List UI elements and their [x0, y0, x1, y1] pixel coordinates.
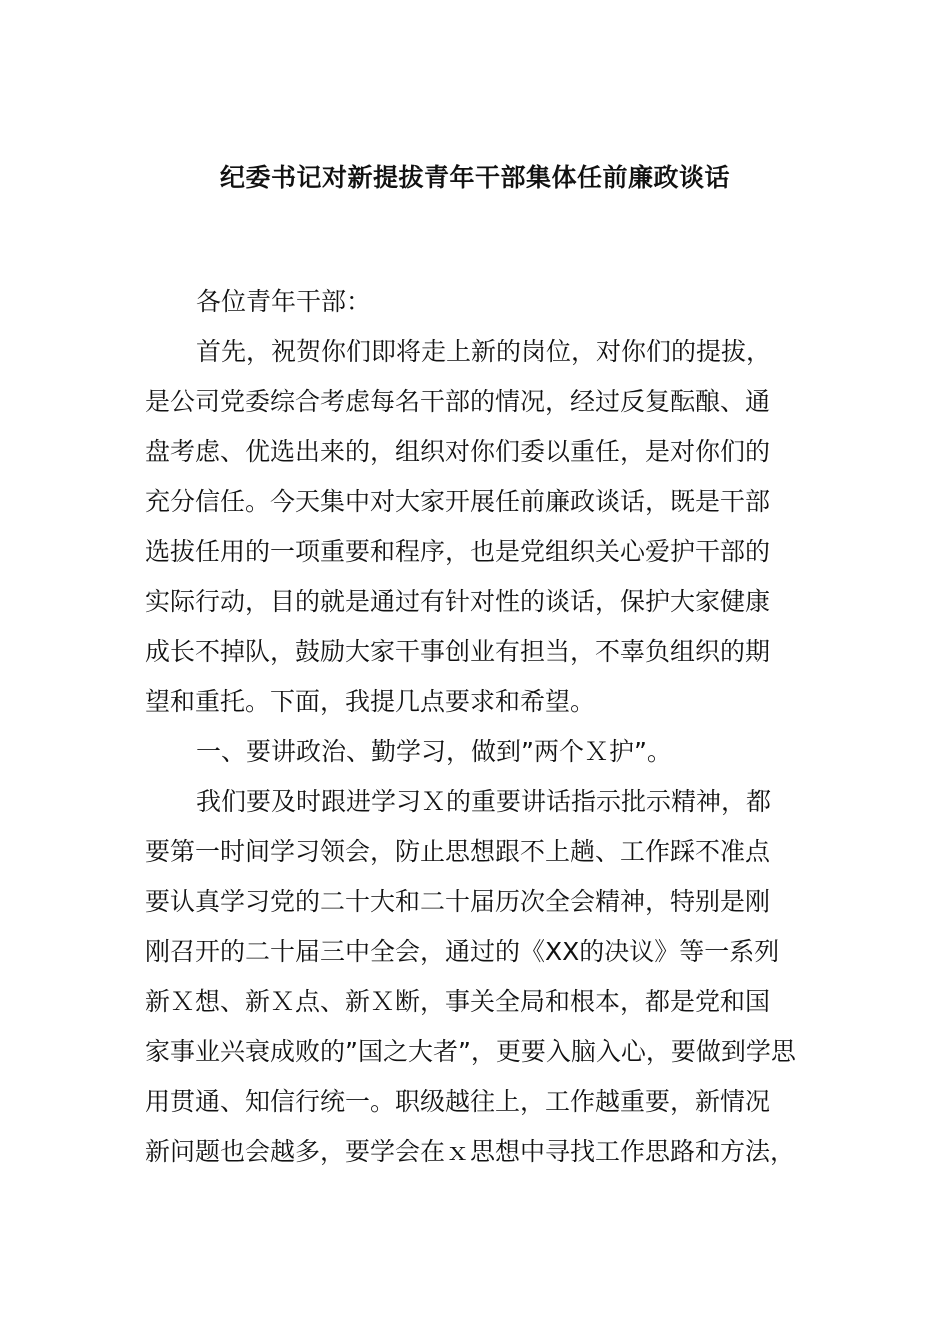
body-line: 实际行动，目的就是通过有针对性的谈话，保护大家健康 [145, 587, 771, 616]
body-line: 我们要及时跟进学习Ｘ的重要讲话指示批示精神，都 [196, 787, 772, 816]
body-line: 充分信任。今天集中对大家开展任前廉政谈话，既是干部 [145, 487, 771, 516]
body-line: 成长不掉队，鼓励大家干事创业有担当，不辜负组织的期 [145, 637, 771, 666]
body-line: 新问题也会越多，要学会在ｘ思想中寻找工作思路和方法， [145, 1137, 796, 1166]
body-line: 一、要讲政治、勤学习，做到”两个Ｘ护”。 [196, 737, 672, 766]
body-line: 用贯通、知信行统一。职级越往上，工作越重要，新情况 [145, 1087, 771, 1116]
body-line: 新Ｘ想、新Ｘ点、新Ｘ断，事关全局和根本，都是党和国 [145, 987, 771, 1016]
body-line: 是公司党委综合考虑每名干部的情况，经过反复酝酿、通 [145, 387, 771, 416]
body-line: 首先，祝贺你们即将走上新的岗位，对你们的提拔， [196, 337, 772, 366]
document-title: 纪委书记对新提拔青年干部集体任前廉政谈话 [219, 163, 730, 192]
body-line: 要第一时间学习领会，防止思想跟不上趟、工作踩不准点 [145, 837, 771, 866]
body-line: 望和重托。下面，我提几点要求和希望。 [145, 687, 596, 716]
body-line: 要认真学习党的二十大和二十届历次全会精神，特别是刚 [145, 887, 771, 916]
document-body [145, 282, 835, 1182]
body-line: 盘考虑、优选出来的，组织对你们委以重任，是对你们的 [145, 437, 771, 466]
body-line: 各位青年干部： [196, 287, 372, 316]
body-line: 刚召开的二十届三中全会，通过的《XX的决议》等一系列 [145, 937, 780, 966]
body-line: 选拔任用的一项重要和程序，也是党组织关心爱护干部的 [145, 537, 771, 566]
body-line: 家事业兴衰成败的”国之大者”，更要入脑入心，要做到学思 [145, 1037, 796, 1066]
